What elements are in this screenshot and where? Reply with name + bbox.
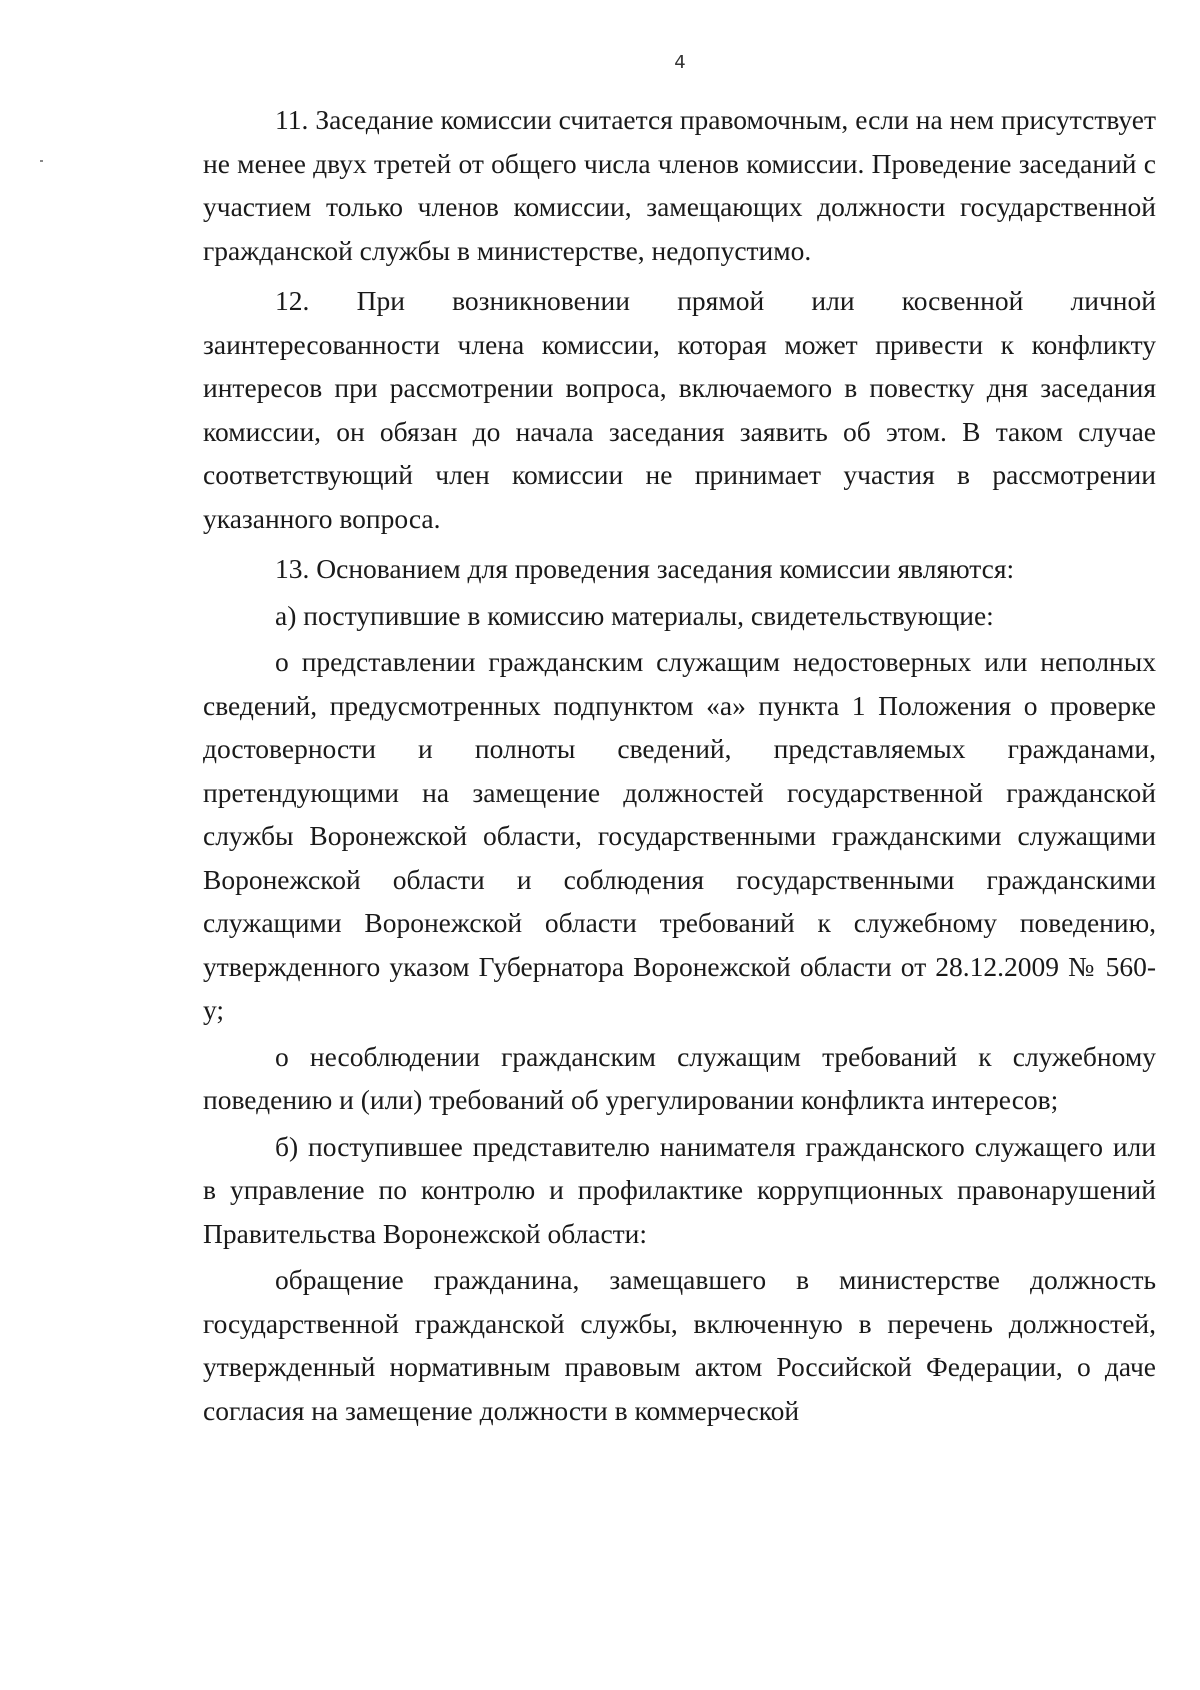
paragraph-12-conflict-of-interest: 12. При возникновении прямой или косвенной личной заинтересованности члена комиссии, которая может привести к конфликту интересов при рассмотрении вопроса, включаемого в повестку дня заседания комиссии, он обязан до начала заседания заявить об этом. В таком случае соответствующий член комиссии не принимает участия в рассмотрении указанного вопроса. xyxy=(203,285,1156,534)
paragraph-13-grounds: 13. Основанием для проведения заседания комиссии являются: xyxy=(275,553,1015,584)
paragraph-13b-received: б) поступившее представителю нанимателя гражданского служащего или в управление по контролю и профилактике коррупционных правонарушений Правительства Воронежской области: xyxy=(203,1130,1156,1249)
paragraph-non-compliance: о несоблюдении гражданским служащим требований к служебному поведению и (или) требований об урегулировании конфликта интересов; xyxy=(203,1040,1156,1115)
paragraph-13a-materials: а) поступившие в комиссию материалы, свидетельствующие: xyxy=(275,599,994,631)
paragraph-citizen-appeal: обращение гражданина, замещавшего в министерстве должность государственной гражданской службы, включенную в перечень должностей, утвержденный нормативным правовым актом Российской Федерации, о даче согласия на замещение должности в коммерческой xyxy=(203,1264,1156,1426)
paragraph-false-information: о представлении гражданским служащим недостоверных или неполных сведений, предусмотренных подпунктом «а» пункта 1 Положения о проверке достоверности и полноты сведений, представляемых гражданами, претендующими на замещение должностей государственной гражданской службы Воронежской области, государственными гражданскими служащими Воронежской области и соблюдения государственными гражданскими служащими Воронежской области требований к служебному поведению, утвержденного указом Губернатора Воронежской области от 28.12.2009 № 560-у; xyxy=(203,646,1156,1025)
page-number: 4 xyxy=(674,52,686,73)
scan-artifact xyxy=(40,160,43,162)
document-body xyxy=(203,98,1156,1432)
paragraph-11-quorum: 11. Заседание комиссии считается правомочным, если на нем присутствует не менее двух третей от общего числа членов комиссии. Проведение заседаний с участием только членов комиссии, замещающих должности государственной гражданской службы в министерстве, недопустимо. xyxy=(203,104,1156,266)
